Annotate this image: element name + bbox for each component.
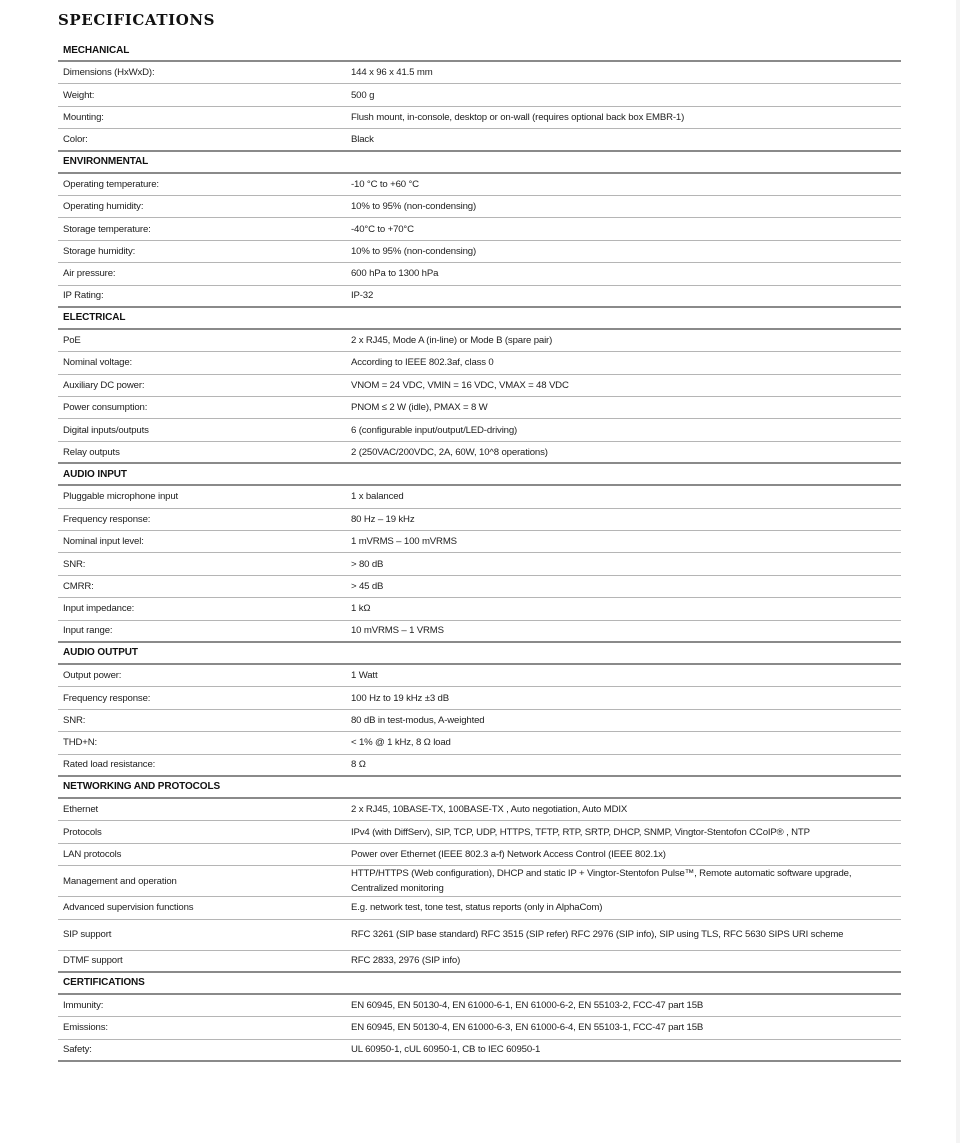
spec-row (58, 799, 901, 821)
scrollbar[interactable] (956, 0, 960, 1143)
spec-section-certifications (58, 973, 901, 1062)
spec-value: UL 60950-1, cUL 60950-1, CB to IEC 60950-1 (351, 1044, 541, 1056)
spec-row (58, 218, 901, 240)
spec-value: 1 mVRMS – 100 mVRMS (351, 536, 457, 548)
section-header: ENVIRONMENTAL (58, 152, 901, 174)
spec-label: Frequency response: (63, 692, 151, 704)
spec-value: > 45 dB (351, 581, 384, 592)
spec-value: Black (351, 133, 374, 145)
spec-row (58, 84, 901, 106)
section-header: AUDIO OUTPUT (58, 643, 901, 665)
spec-label: Weight: (63, 89, 95, 101)
spec-value: 2 x RJ45, Mode A (in-line) or Mode B (spare pair) (351, 335, 553, 347)
spec-value: > 80 dB (351, 558, 384, 570)
spec-value: Power over Ethernet (IEEE 802.3 a-f) Network Access Control (IEEE 802.1x) (351, 848, 666, 860)
spec-label: Ethernet (63, 804, 99, 816)
page-title: SPECIFICATIONS (58, 11, 216, 29)
spec-row (58, 710, 901, 732)
spec-row (58, 486, 901, 508)
spec-section-audio-output (58, 643, 901, 777)
spec-label: Emissions: (63, 1022, 108, 1034)
spec-value: E.g. network test, tone test, status reports (only in AlphaCom) (351, 902, 603, 914)
spec-value: 100 Hz to 19 kHz ±3 dB (351, 692, 449, 704)
spec-label: Digital inputs/outputs (63, 424, 149, 436)
spec-value: 600 hPa to 1300 hPa (351, 268, 439, 280)
spec-section-audio-input (58, 464, 901, 643)
section-header: CERTIFICATIONS (58, 973, 901, 995)
spec-label: Safety: (63, 1044, 92, 1056)
spec-value: 2 x RJ45, 10BASE-TX, 100BASE-TX , Auto negotiation, Auto MDIX (351, 804, 628, 816)
spec-value: RFC 3261 (SIP base standard) RFC 3515 (SIP refer) RFC 2976 (SIP info), SIP using TLS, RFC 5630 SIPS URI scheme (351, 929, 844, 940)
spec-label: Relay outputs (63, 446, 120, 458)
spec-row (58, 866, 901, 897)
spec-row (58, 442, 901, 464)
spec-label: Input impedance: (63, 603, 135, 615)
spec-value: 80 dB in test-modus, A-weighted (351, 714, 485, 726)
spec-label: LAN protocols (63, 848, 122, 860)
spec-label: SNR: (63, 558, 86, 570)
spec-row (58, 330, 901, 352)
spec-row (58, 129, 901, 151)
spec-row (58, 665, 901, 687)
spec-value: 144 x 96 x 41.5 mm (351, 67, 433, 79)
spec-label: Advanced supervision functions (63, 902, 194, 914)
spec-row (58, 196, 901, 218)
spec-label: Frequency response: (63, 513, 151, 525)
spec-row (58, 397, 901, 419)
spec-value: 8 Ω (351, 759, 366, 771)
spec-value: VNOM = 24 VDC, VMIN = 16 VDC, VMAX = 48 VDC (351, 379, 569, 391)
spec-row (58, 576, 901, 598)
section-header: ELECTRICAL (58, 308, 901, 330)
spec-row (58, 107, 901, 129)
spec-row (58, 352, 901, 374)
section-header: MECHANICAL (58, 40, 901, 62)
spec-row (58, 1017, 901, 1039)
spec-value: 1 Watt (351, 670, 378, 682)
spec-label: Protocols (63, 826, 102, 838)
spec-row (58, 995, 901, 1017)
spec-row (58, 375, 901, 397)
section-header: NETWORKING AND PROTOCOLS (58, 777, 901, 799)
spec-row (58, 241, 901, 263)
spec-value: -10 °C to +60 °C (351, 178, 419, 190)
spec-value: -40°C to +70°C (351, 223, 414, 235)
spec-row (58, 897, 901, 919)
spec-label: Management and operation (63, 875, 177, 887)
spec-label: Nominal voltage: (63, 357, 133, 369)
spec-value: EN 60945, EN 50130-4, EN 61000-6-3, EN 61000-6-4, EN 55103-1, FCC-47 part 15B (351, 1022, 704, 1034)
spec-row (58, 755, 901, 777)
spec-row (58, 1040, 901, 1062)
spec-label: Storage humidity: (63, 245, 136, 257)
spec-row (58, 62, 901, 84)
spec-label: Storage temperature: (63, 223, 151, 235)
spec-row (58, 621, 901, 643)
spec-row (58, 509, 901, 531)
spec-label: Auxiliary DC power: (63, 379, 145, 391)
spec-value: < 1% @ 1 kHz, 8 Ω load (351, 737, 451, 749)
spec-value: EN 60945, EN 50130-4, EN 61000-6-1, EN 61000-6-2, EN 55103-2, FCC-47 part 15B (351, 1000, 704, 1012)
spec-row (58, 821, 901, 843)
spec-section-networking-and-protocols (58, 777, 901, 973)
spec-row (58, 263, 901, 285)
spec-value: Flush mount, in-console, desktop or on-wall (requires optional back box EMBR-1) (351, 111, 685, 123)
spec-value: 500 g (351, 89, 375, 101)
spec-label: SNR: (63, 714, 86, 726)
spec-row (58, 174, 901, 196)
spec-row (58, 553, 901, 575)
spec-label: THD+N: (63, 737, 98, 749)
spec-label: Operating humidity: (63, 201, 144, 213)
spec-label: Power consumption: (63, 402, 148, 414)
spec-label: Output power: (63, 670, 122, 682)
spec-row (58, 732, 901, 754)
spec-row (58, 844, 901, 866)
spec-value: 80 Hz – 19 kHz (351, 513, 415, 525)
spec-label: Color: (63, 133, 88, 145)
spec-label: Rated load resistance: (63, 759, 156, 771)
spec-section-mechanical (58, 40, 901, 152)
spec-label: Input range: (63, 625, 113, 637)
spec-label: Operating temperature: (63, 178, 159, 190)
spec-value: 10 mVRMS – 1 VRMS (351, 625, 444, 637)
spec-value: According to IEEE 802.3af, class 0 (351, 357, 494, 369)
spec-label: Dimensions (HxWxD): (63, 67, 155, 79)
spec-label: Immunity: (63, 1000, 104, 1012)
spec-row (58, 951, 901, 973)
spec-value: IPv4 (with DiffServ), SIP, TCP, UDP, HTTPS, TFTP, RTP, SRTP, DHCP, SNMP, Vingtor-Stentofon CCoIP® , NTP (351, 826, 810, 838)
spec-value: 2 (250VAC/200VDC, 2A, 60W, 10^8 operations) (351, 446, 548, 458)
spec-row (58, 419, 901, 441)
spec-row (58, 598, 901, 620)
spec-section-environmental (58, 152, 901, 308)
spec-label: PoE (63, 335, 81, 347)
spec-value: 10% to 95% (non-condensing) (351, 201, 477, 213)
spec-row (58, 286, 901, 308)
spec-value: HTTP/HTTPS (Web configuration), DHCP and static IP + Vingtor-Stentofon Pulse™, Remote automatic software upgrade, Centralized monitoring (351, 868, 852, 895)
spec-section-electrical (58, 308, 901, 464)
spec-value: 10% to 95% (non-condensing) (351, 245, 477, 257)
spec-label: SIP support (63, 929, 112, 940)
spec-label: Mounting: (63, 111, 104, 123)
spec-value: PNOM ≤ 2 W (idle), PMAX = 8 W (351, 402, 488, 414)
spec-label: CMRR: (63, 581, 94, 592)
spec-value: 1 kΩ (351, 603, 371, 615)
spec-value: 1 x balanced (351, 491, 404, 503)
spec-label: Pluggable microphone input (63, 491, 179, 503)
spec-label: DTMF support (63, 955, 123, 967)
spec-label: IP Rating: (63, 290, 104, 302)
spec-label: Nominal input level: (63, 536, 144, 548)
spec-row (58, 531, 901, 553)
section-header: AUDIO INPUT (58, 464, 901, 486)
spec-value: IP-32 (351, 290, 374, 302)
spec-row (58, 687, 901, 709)
spec-value: RFC 2833, 2976 (SIP info) (351, 955, 461, 967)
spec-value: 6 (configurable input/output/LED-driving) (351, 424, 518, 436)
spec-row (58, 920, 901, 951)
spec-label: Air pressure: (63, 268, 116, 280)
spec-sections (58, 40, 901, 1062)
